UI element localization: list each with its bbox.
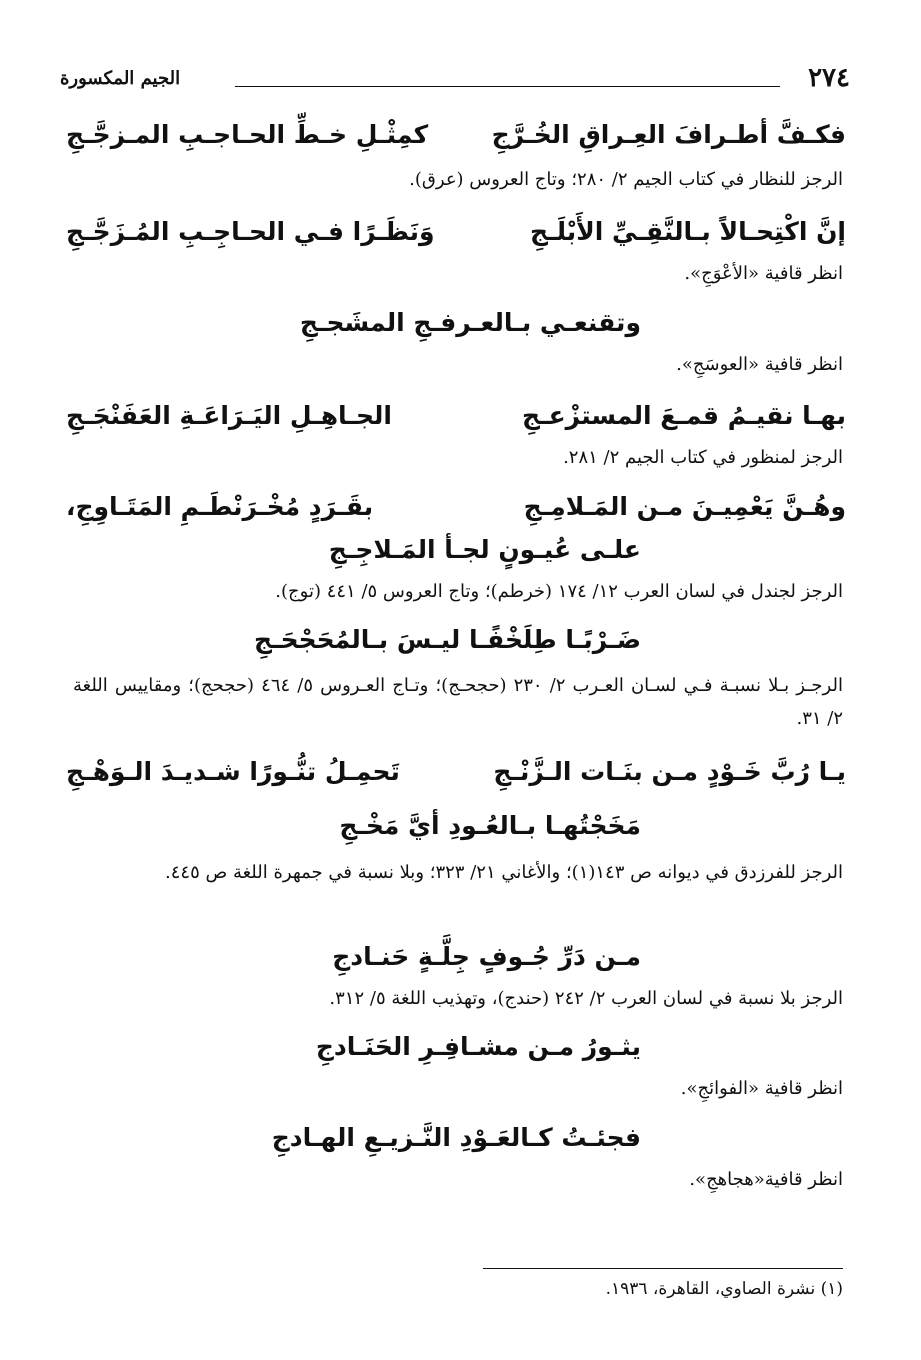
verse-line [66,752,846,792]
header-rule [235,86,780,87]
verse-line-continuation: علـى عُيـونٍ لجـأ المَـلاجِـجِ [328,535,641,564]
verse-hemistich-left: كمِثْـلِ خـطِّ الحـاجـبِ المـزجَّـجِ [66,120,429,149]
verse-line: فجئـتُ كـالعَـوْدِ النَّـزيـعِ الهـادجِ [271,1123,641,1152]
verse-line [66,487,846,527]
verse-hemistich-left: بقَـرَدٍ مُخْـرَنْطَـمِ المَتَـاوِجِ، [66,492,374,521]
verse-hemistich-right: يـا رُبَّ خَـوْدٍ مـن بنَـات الـزَّنْـجِ [493,757,846,786]
verse-hemistich-right: فكـفَّ أطـرافَ العِـراقِ الخُـرَّجِ [491,120,846,149]
verse-line-continuation: مَخَجْتُهـا بـالعُـودِ أيَّ مَخْـجِ [339,811,641,840]
verse-line: يثـورُ مـن مشـافِـرِ الحَنَـادجِ [315,1032,641,1061]
page-number: ٢٧٤ [808,63,850,93]
verse-line: ضَـرْبًـا طِلَخْفًـا ليـسَ بـالمُحَجْحَـجِ [254,625,641,654]
running-title: الجيم المكسورة [60,68,181,89]
source-note: انظر قافية «العوسَجِ». [676,354,843,375]
verse-hemistich-right: وهُـنَّ يَعْمِيـنَ مـن المَـلامِـجِ [523,492,846,521]
verse-hemistich-right: بهـا نقيـمُ قمـعَ المستزْعـجِ [522,401,846,430]
source-note: الرجز للفرزدق في ديوانه ص ١٤٣(١)؛ والأغاني ٢١/ ٣٢٣؛ وبلا نسبة في جمهرة اللغة ص ٤٤٥. [165,862,843,883]
source-note: الرجز لجندل في لسان العرب ١٢/ ١٧٤ (خرطم)؛ وتاج العروس ٥/ ٤٤١ (توج). [275,581,843,602]
verse-line [66,396,846,436]
source-note: الرجـز بـلا نسبـة فـي لسـان العـرب ٢/ ٢٣٠ (حجحـج)؛ وتـاج العـروس ٥/ ٤٦٤ (حجحج)؛ ومقاييس اللغة ٢/ ٣١. [73,675,843,729]
verse-hemistich-left: تَحمِـلُ تنُّـورًا شـديـدَ الـوَهْـجِ [66,757,400,786]
verse-hemistich-right: إنَّ اكْتِحـالاً بـالنَّقِـيِّ الأَبْلَـجِ [530,217,846,246]
verse-line [66,115,846,155]
verse-line: مـن دَرِّ جُـوفٍ جِلَّـةٍ حَنـادجِ [332,942,641,971]
source-note: الرجز بلا نسبة في لسان العرب ٢/ ٢٤٢ (حندج)، وتهذيب اللغة ٥/ ٣١٢. [329,988,843,1009]
footnote: (١) نشرة الصاوي، القاهرة، ١٩٣٦. [605,1279,843,1299]
source-note: الرجز لمنظور في كتاب الجيم ٢/ ٢٨١. [563,447,843,468]
source-note: الرجز للنظار في كتاب الجيم ٢/ ٢٨٠؛ وتاج العروس (عرق). [409,169,843,190]
source-note: انظر قافية«هجاهجِ». [689,1169,843,1190]
source-note: انظر قافية «الأعْوَجِ». [684,263,843,284]
footnote-rule [483,1268,843,1269]
source-note: انظر قافية «الفوائجِ». [680,1078,843,1099]
page-header [60,62,850,96]
verse-line [66,212,846,252]
verse-line: وتقنعـي بـالعـرفـجِ المشَجـجِ [299,308,641,337]
verse-hemistich-left: الجـاهِـلِ اليَـرَاعَـةِ العَفَنْجَـجِ [66,401,392,430]
verse-hemistich-left: وَنَظَـرًا فـي الحـاجِـبِ المُـزَجَّـجِ [66,217,435,246]
